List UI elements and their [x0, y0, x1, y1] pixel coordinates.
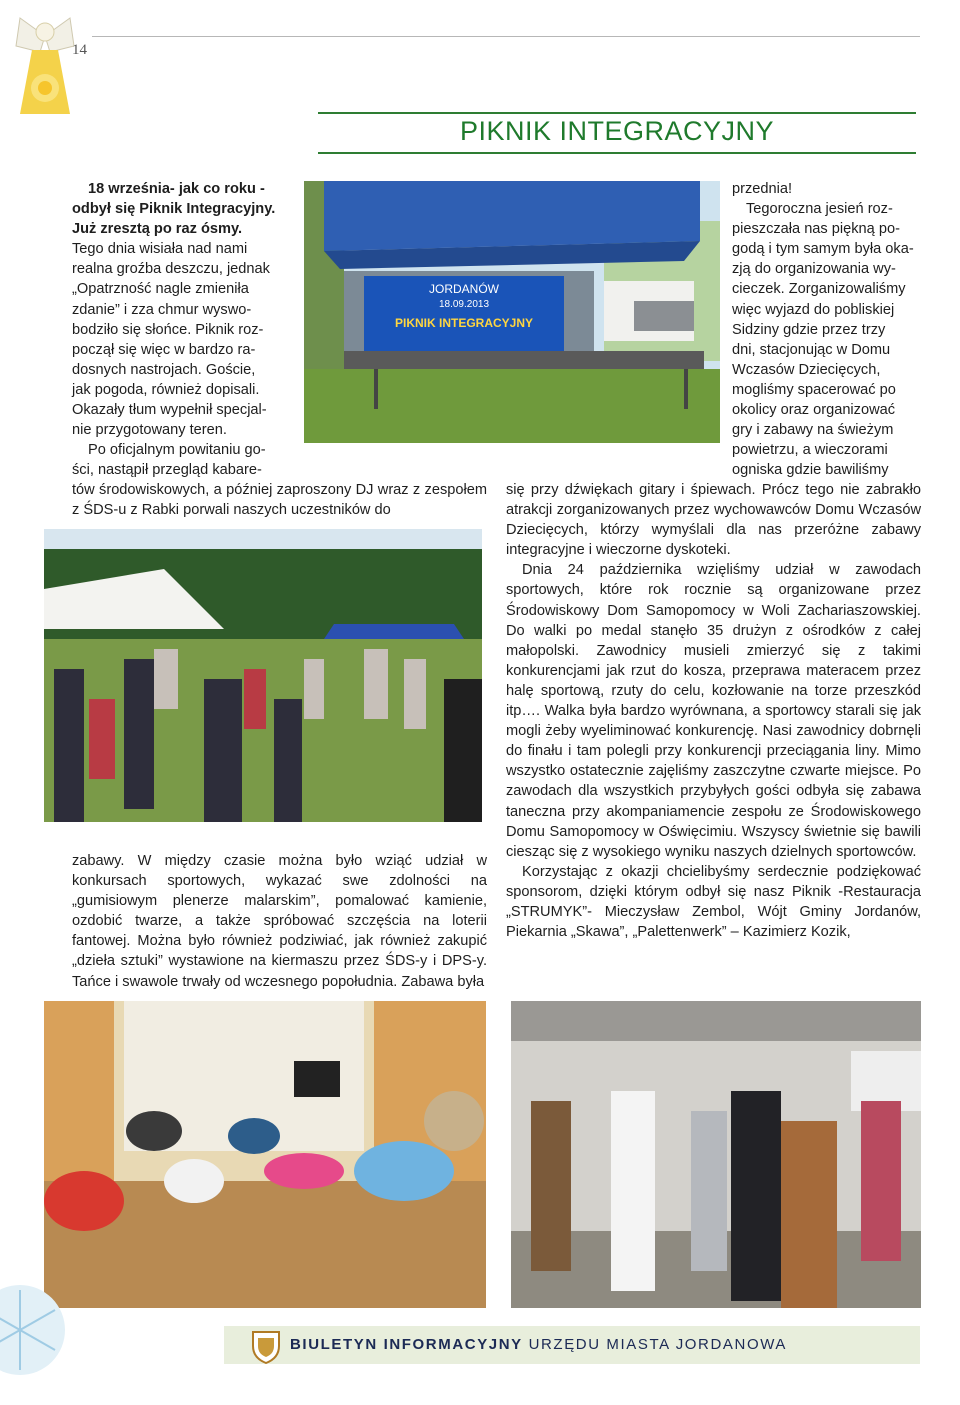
- text-line: Po oficjalnym powitaniu go-: [88, 442, 266, 459]
- title-rule-bottom: [318, 152, 916, 154]
- footer-title: [290, 1336, 787, 1353]
- text-line: powietrzu, a wieczorami: [732, 442, 888, 459]
- header-rule: [92, 36, 920, 37]
- text-line: przednia!: [732, 181, 793, 197]
- col1-wide-text: tów środowiskowych, a później zaproszony DJ wraz z zespołem z ŚDS-u z Rabki porwali naszych uczestników do: [72, 482, 487, 519]
- indoor-activity-photo: [44, 1001, 486, 1308]
- text-line: Tegoroczna jesień roz-: [746, 201, 893, 218]
- text-line: Wczasów Dziecięcych,: [732, 361, 881, 378]
- text-line: Tego dnia wisiała nad nami: [72, 241, 248, 258]
- text-line: „Opatrzność nagle zmieniła: [72, 281, 249, 298]
- text-line: bodziło się słońce. Piknik roz-: [72, 321, 264, 338]
- col2-wide-text: [506, 480, 921, 942]
- text-line: mogliśmy spacerować po: [732, 381, 896, 398]
- text-line: pieszczała nas piękną po-: [732, 221, 900, 238]
- text-line: okolicy oraz organizować: [732, 402, 896, 419]
- text-line: 18 września- jak co roku -: [88, 181, 265, 197]
- banner-line3: PIKNIK INTEGRACYJNY: [394, 316, 534, 330]
- text-line: zdanie” i zza chmur wyswo-: [72, 301, 252, 318]
- col1-after-photo-text: zabawy. W między czasie można było wziąć udział w konkursach sportowych, wykazać swe zdolności na „gumisiowym plenerze malarskim”, pomalować kamienie, ozdobić twarze, a także spróbować szczęścia na loterii fantowej. Można było również podziwiać, jak również zakupić „dzieła sztuki” wystawione na kiermaszu przez ŚDS-y i DPS-y. Tańce i swawole trwały od wczesnego popołudnia. Zabawa była: [72, 853, 487, 990]
- text-line: godą i tym samym była oka-: [732, 241, 914, 258]
- stage-photo: [304, 181, 720, 443]
- text-line: odbył się Piknik Integracyjny.: [72, 201, 276, 218]
- col1-narrow-text: [72, 179, 290, 480]
- snowflake-ornament: [0, 1200, 70, 1400]
- text-line: Okazały tłum wypełnił specjal-: [72, 402, 267, 419]
- text-line: realna groźba deszczu, jednak: [72, 261, 270, 278]
- text-line: dosnych nastrojach. Goście,: [72, 361, 256, 378]
- page-number: 14: [72, 42, 87, 58]
- text-line: Sidziny gdzie przez trzy: [732, 321, 886, 338]
- text-line: dni, stacjonując w Domu: [732, 341, 891, 358]
- angel-ornament: [10, 6, 80, 116]
- dance-photo: [511, 1001, 921, 1308]
- col2-narrow-text: [732, 179, 921, 480]
- coat-of-arms-icon: [250, 1328, 282, 1364]
- text-line: jak pogoda, również dopisali.: [72, 381, 260, 398]
- text-line: nie przygotowany teren.: [72, 422, 227, 439]
- banner-line2: 18.09.2013: [438, 299, 490, 310]
- text-line: gry i zabawy na świeżym: [732, 422, 894, 439]
- col2-paragraph-1: się przy dźwiękach gitary i śpiewach. Prócz tego nie zabrakło atrakcji zorganizowanych przez wychowawców Domu Wczasów Dziecięcych, którzy wymyślali dla nas przeróżne zabawy integracyjne i wieczorne dyskoteki.: [506, 482, 921, 559]
- text-line: cieczek. Zorganizowaliśmy: [732, 281, 906, 298]
- text-line: więc wyjazd do pobliskiej: [732, 301, 895, 318]
- text-line: ogniska gdzie bawiliśmy: [732, 462, 889, 479]
- text-line: począł się więc w bardzo ra-: [72, 341, 256, 358]
- crowd-photo: [44, 529, 482, 822]
- col2-paragraph-3: Korzystając z okazji chcielibyśmy serdecznie podziękować sponsorom, dzięki którym odbył się nasz Piknik -Restauracja „STRUMYK”- Mieczysław Zembol, Wójt Gminy Jordanów, Piekarnia „Skawa”, „Palettenwerk” – Kazimierz Kozik,: [506, 863, 921, 941]
- text-line: Już zresztą po raz ósmy.: [72, 221, 243, 238]
- col2-paragraph-2: Dnia 24 października wzięliśmy udział w zawodach sportowych, które rok rocznie są organizowane przez Środowiskowy Dom Samopomocy w Woli Zachariaszowskiej. Do walki po medal stanęło 35 drużyn z ośrodków z całej małopolski. Zawodnicy musieli zmierzyć się z takimi konkurencjami jak rzut do kosza, przeprawa materacem przez halę sportową, rzuty do celu, kozłowanie na torze przeszkód itp…. Walka była bardzo wyrównana, a sportowcy starali się jak mogli żeby wyeliminować konkurencję. Nasi zawodnicy dobrnęli do finału i tam polegli przy konkurencji przeciągania liny. Mimo wszystko ostatecznie zajęliśmy zaszczytne czwarte miejsce. Po zawodach dla wszystkich przybyłych gości odbyła się zabawa taneczna przy akompaniamencie zespołu ze Środowiskowego Domu Samopomocy w Oświęcimiu. Wszyscy świetnie się bawili ciesząc się z wysokiego wyniku naszych dzielnych sportowców.: [506, 562, 921, 860]
- text-line: zją do organizowania wy-: [732, 261, 896, 278]
- banner-line1: JORDANÓW: [429, 282, 499, 296]
- text-line: ści, nastąpił przegląd kabare-: [72, 462, 262, 479]
- footer-rest: URZĘDU MIASTA JORDANOWA: [528, 1336, 788, 1353]
- footer-bold: BIULETYN INFORMACYJNY: [290, 1336, 523, 1353]
- title-rule-top: [318, 112, 916, 114]
- article-title: PIKNIK INTEGRACYJNY: [459, 116, 775, 146]
